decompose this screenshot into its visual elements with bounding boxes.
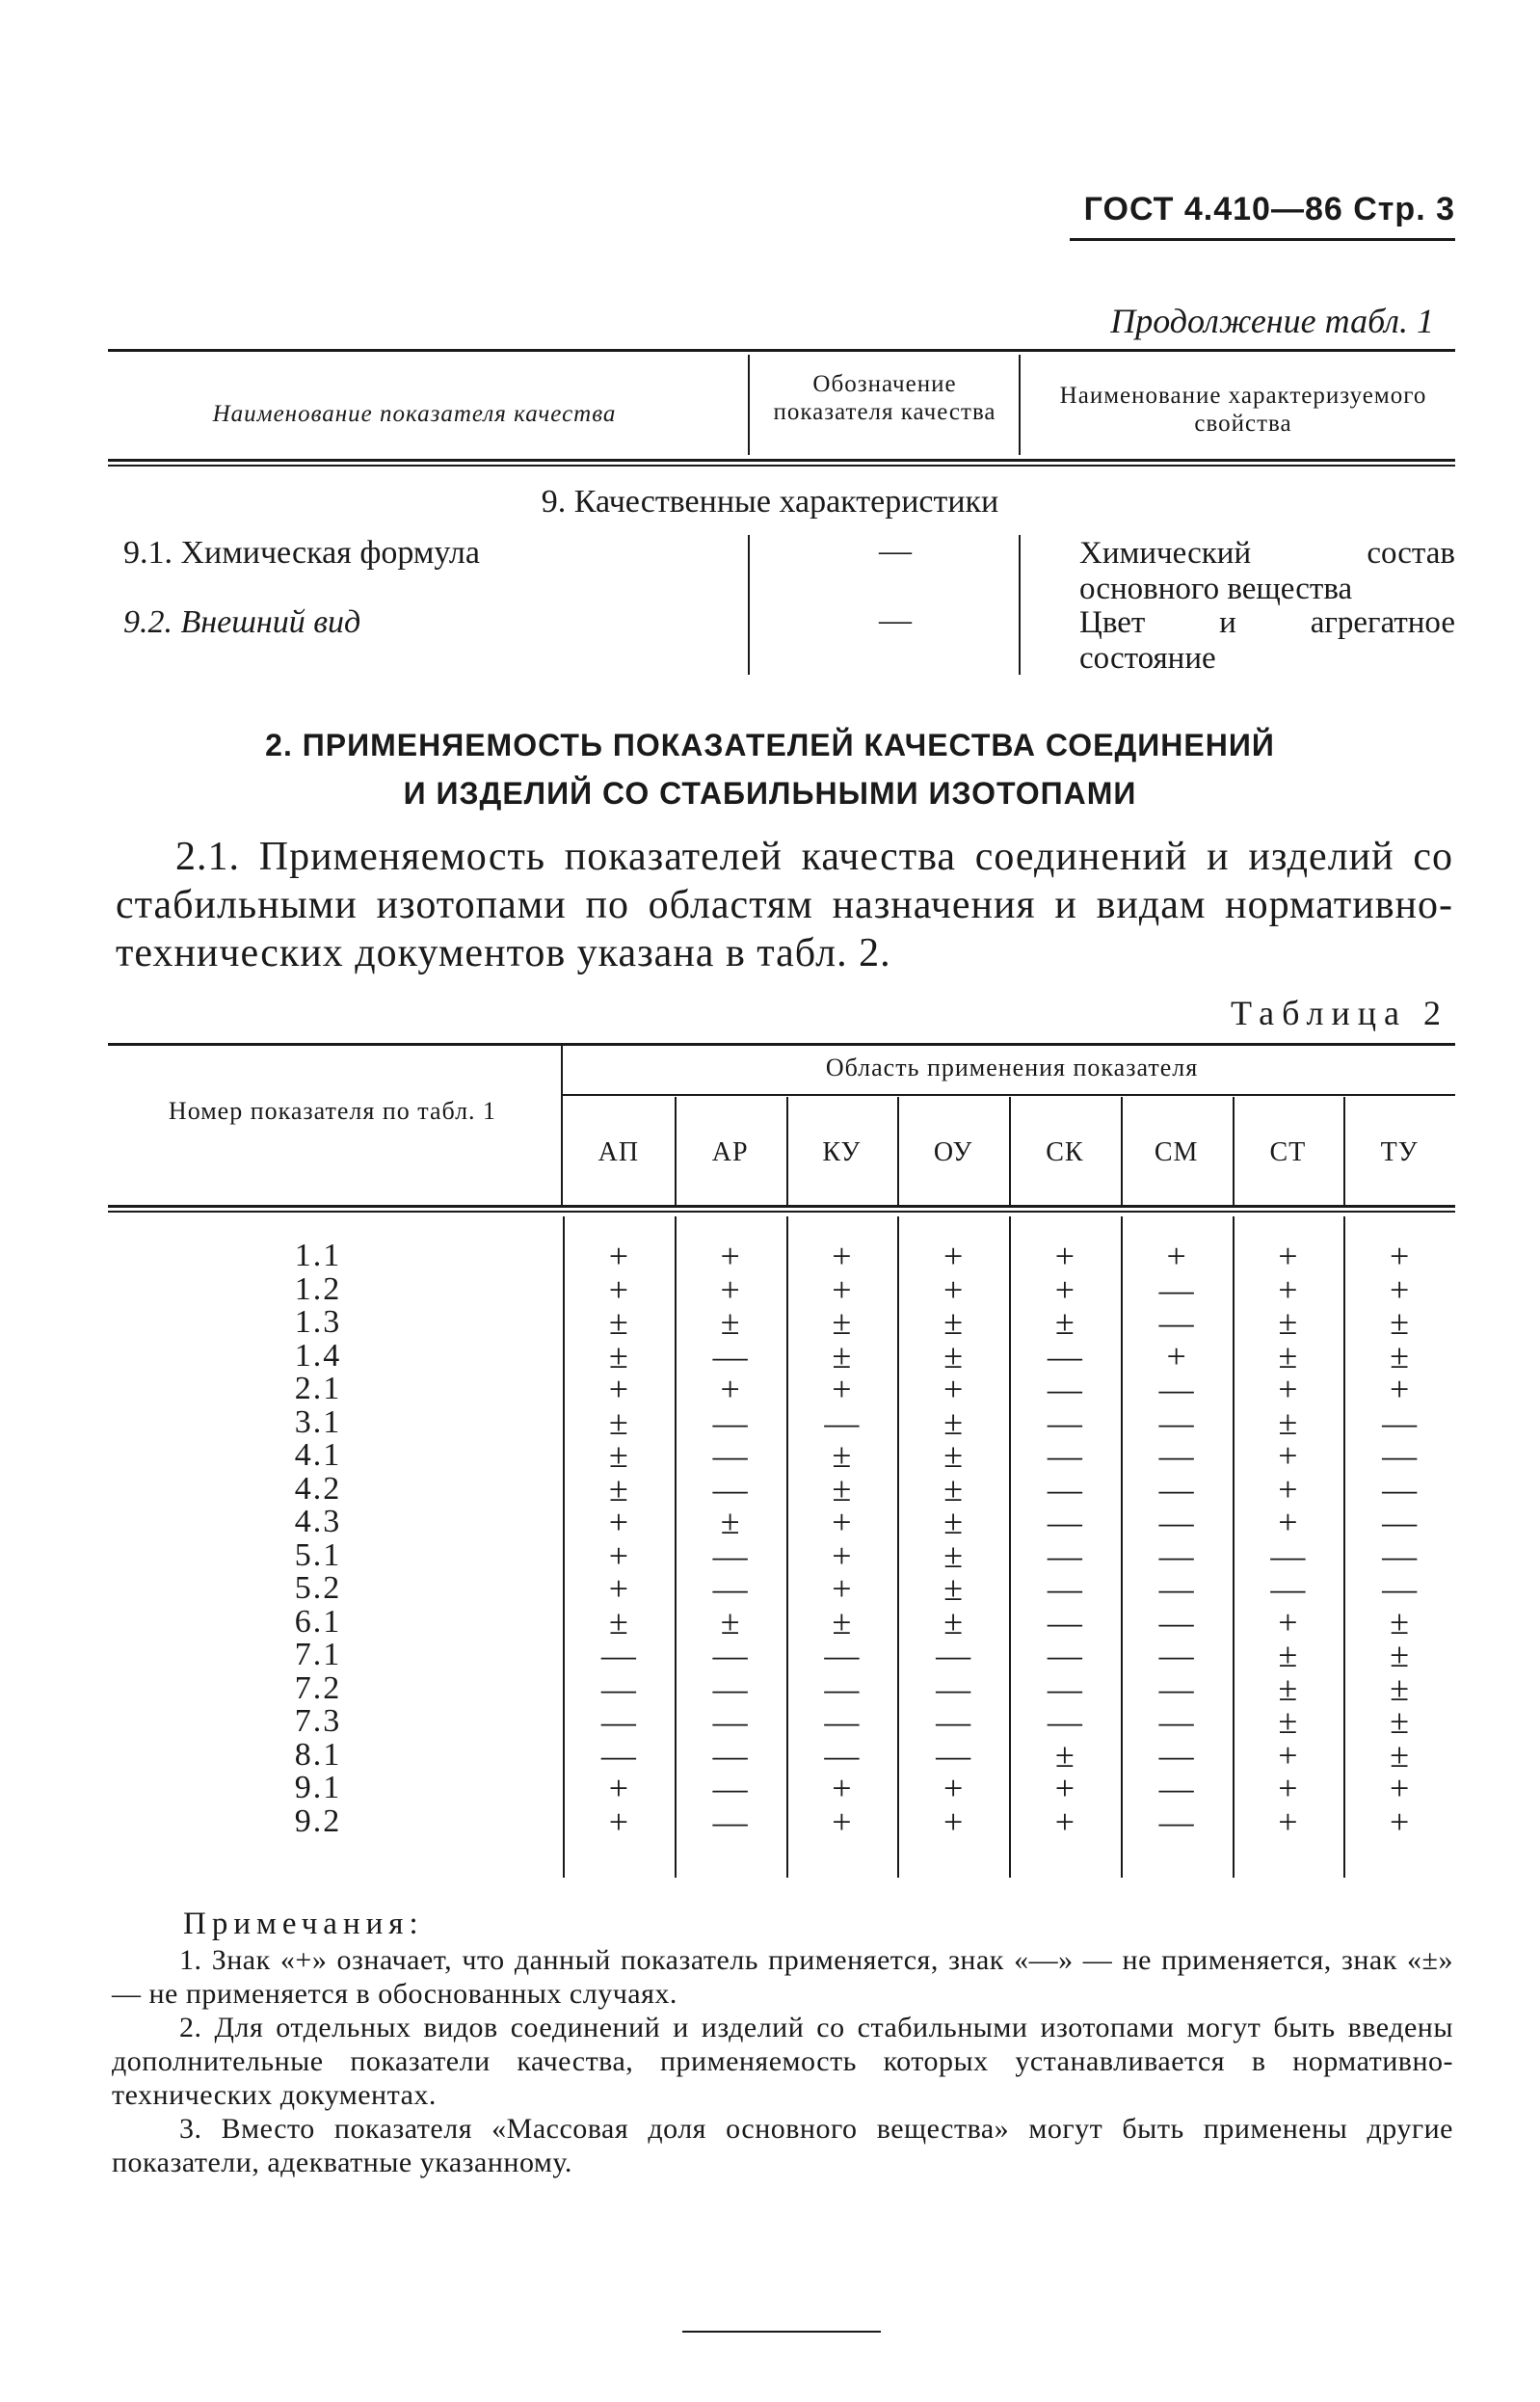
table2-cell: — — [1047, 1668, 1082, 1708]
table2-row-label: 2.1 — [294, 1371, 342, 1406]
table2-column-header: ОУ — [933, 1137, 973, 1167]
table2-cell: — — [712, 1569, 748, 1608]
table2-cell: + — [1278, 1735, 1298, 1775]
table2-cell: + — [832, 1370, 852, 1408]
table2-row-label: 1.2 — [294, 1270, 342, 1307]
table2-cell: ± — [720, 1602, 740, 1641]
note-item: 1. Знак «+» означает, что данный показатель применяется, знак «—» — не применяется, знак «±» — не применяется в обоснованных случаях. — [112, 1944, 1453, 2010]
table2-row-label: 1.1 — [294, 1238, 342, 1273]
table2-cell: ± — [1278, 1668, 1298, 1708]
table2-cell: ± — [1390, 1303, 1409, 1342]
table2-cell: ± — [1390, 1336, 1409, 1375]
table1-vline — [748, 535, 750, 675]
table2-cell: ± — [608, 1436, 628, 1475]
table2-cell: + — [608, 1269, 629, 1309]
table2-cell: — — [1047, 1702, 1082, 1741]
table2-cell: — — [712, 1668, 748, 1708]
table2-cell: + — [608, 1802, 629, 1841]
table2-cell: ± — [1278, 1702, 1298, 1741]
table2-cell: — — [1047, 1636, 1082, 1674]
table2-cell: — — [1158, 1636, 1194, 1674]
table1-row-code: — — [879, 533, 912, 569]
table2-cell: ± — [1278, 1402, 1298, 1442]
table2-cell: + — [1054, 1269, 1075, 1309]
table2-cell: — — [1158, 1535, 1194, 1575]
table2-cell: + — [608, 1237, 629, 1275]
table2-row-label: 4.1 — [294, 1437, 342, 1473]
table2-cell: ± — [1054, 1735, 1075, 1775]
table2-cell: + — [608, 1569, 629, 1608]
table2-cell: — — [1047, 1569, 1082, 1608]
table2-cell: — — [712, 1735, 748, 1775]
table2-cell: + — [1278, 1370, 1298, 1408]
table2-cell: + — [832, 1802, 852, 1841]
table2-cell: + — [1389, 1802, 1410, 1841]
table2-cell: — — [1047, 1535, 1082, 1575]
table2-column-header: СК — [1046, 1137, 1084, 1167]
table2-cell: — — [712, 1702, 748, 1741]
table2-cell: + — [1054, 1769, 1075, 1807]
table2-cell: — — [936, 1636, 971, 1674]
table2-cell: — — [1158, 1569, 1194, 1608]
table2-cell: + — [608, 1503, 629, 1541]
table2-cell: + — [832, 1569, 852, 1608]
table2-cell: — — [1158, 1802, 1194, 1841]
table2-cell: — — [712, 1535, 748, 1575]
table2-cell: ± — [832, 1602, 852, 1641]
section-paragraph: 2.1. Применяемость показателей качества соединений и изделий со стабильными изотопами по областям назначения и видам нормативно-технических документов указана в табл. 2. — [116, 835, 1453, 975]
table2-cell: — — [1158, 1503, 1194, 1541]
table2-row-header: Номер показателя по табл. 1 — [168, 1097, 497, 1125]
table2-caption: Таблица 2 — [1231, 994, 1448, 1032]
table2-cell: — — [936, 1735, 971, 1775]
table1-header-name: Наименование показателя качества — [212, 401, 617, 427]
table2-cell: — — [824, 1402, 860, 1442]
table2-cell: + — [1278, 1469, 1298, 1508]
table2-cell: + — [1166, 1237, 1186, 1275]
bottom-rule — [682, 2331, 881, 2333]
table2-cell: ± — [1390, 1702, 1409, 1741]
table2-row-label: 1.3 — [294, 1304, 342, 1340]
note-item: 3. Вместо показателя «Массовая доля основного вещества» могут быть применены другие показатели, адекватные указанному. — [112, 2113, 1453, 2178]
table1-row-name: 9.2. Внешний вид — [123, 604, 361, 640]
table2-row-label: 7.1 — [294, 1637, 342, 1672]
table2-cell: + — [1278, 1503, 1298, 1541]
table2-row-label: 3.1 — [294, 1403, 342, 1440]
table2-cell: ± — [608, 1469, 628, 1508]
table1-row-property: Химический состав основного вещества — [1079, 536, 1455, 606]
table2-cell: ± — [943, 1503, 963, 1541]
table2-cell: + — [1389, 1769, 1410, 1807]
table2-cell: — — [1158, 1303, 1194, 1342]
table2-row-label: 4.3 — [294, 1504, 342, 1539]
table2-cell: ± — [1278, 1336, 1298, 1375]
table2-column-header: АР — [711, 1137, 749, 1167]
table2-cell: — — [936, 1702, 971, 1741]
table2-cell: ± — [943, 1602, 963, 1641]
table2-cell: — — [712, 1436, 748, 1475]
notes-title: Примечания: — [183, 1907, 424, 1941]
table2-cell: — — [936, 1668, 971, 1708]
table2-cell: — — [1158, 1370, 1194, 1408]
table2-cell: — — [1047, 1602, 1082, 1641]
table2-cell: ± — [1054, 1303, 1075, 1342]
table2-cell: ± — [943, 1402, 963, 1442]
table2-cell: + — [943, 1802, 964, 1841]
table1-header-code: Обозначение показателя качества — [773, 371, 996, 425]
page-header: ГОСТ 4.410—86 Стр. 3 — [1070, 191, 1455, 241]
table2-vline — [897, 1097, 899, 1205]
section-title-line: И ИЗДЕЛИЙ СО СТАБИЛЬНЫМИ ИЗОТОПАМИ — [403, 776, 1137, 811]
table2-cell: — — [1382, 1402, 1418, 1442]
table2-cell: ± — [832, 1436, 852, 1475]
table2-row-label: 9.2 — [294, 1802, 342, 1839]
table2-cell: — — [1382, 1569, 1418, 1608]
table2-cell: ± — [608, 1602, 628, 1641]
table1-vline — [1019, 535, 1021, 675]
table2-vline — [786, 1097, 788, 1205]
table1-header-rule-2 — [108, 465, 1455, 467]
table2-cell: + — [1054, 1237, 1075, 1275]
table2-cell: ± — [1390, 1735, 1409, 1775]
table2-cell: + — [1389, 1269, 1410, 1309]
table2-cell: + — [1389, 1237, 1410, 1275]
table2-cell: ± — [608, 1303, 628, 1342]
table2-cell: — — [712, 1802, 748, 1841]
table2-column-header: СТ — [1269, 1137, 1307, 1167]
table2-row-label: 8.1 — [294, 1736, 342, 1773]
table2-cell: + — [608, 1370, 629, 1408]
table2-cell: ± — [832, 1303, 852, 1342]
table2-cell: ± — [720, 1503, 740, 1541]
table2-cell: ± — [608, 1402, 628, 1442]
table2-header-rule — [108, 1205, 1455, 1208]
table2-cell: + — [832, 1269, 852, 1309]
table2-cell: — — [1158, 1602, 1194, 1641]
table2-cell: + — [1278, 1769, 1298, 1807]
table2-cell: + — [720, 1370, 740, 1408]
table2-cell: + — [1278, 1269, 1298, 1309]
table2-vline — [675, 1097, 677, 1205]
table2-cell: — — [1047, 1402, 1082, 1442]
table2-cell: ± — [943, 1469, 963, 1508]
table2-cell: — — [712, 1336, 748, 1375]
section-title-line: 2. ПРИМЕНЯЕМОСТЬ ПОКАЗАТЕЛЕЙ КАЧЕСТВА СОЕДИНЕНИЙ — [265, 728, 1275, 762]
table2-cell: + — [943, 1769, 964, 1807]
table2-cell: — — [600, 1636, 636, 1674]
table2-cell: ± — [608, 1336, 628, 1375]
table2-cell: + — [608, 1769, 629, 1807]
table2-cell: — — [1158, 1668, 1194, 1708]
table1-top-rule — [108, 349, 1455, 352]
table2-vline — [561, 1046, 563, 1205]
table2-group-header: Область применения показателя — [825, 1054, 1199, 1081]
table1-row-property: Цвет и агрегатное состояние — [1079, 605, 1455, 676]
table2-column-header: ТУ — [1380, 1137, 1419, 1167]
table2-cell: — — [824, 1735, 860, 1775]
table2-cell: ± — [1390, 1668, 1409, 1708]
table2-cell: — — [1047, 1503, 1082, 1541]
table2-cell: — — [1158, 1269, 1194, 1309]
table2-cell: + — [943, 1269, 964, 1309]
table2-cell: + — [832, 1237, 852, 1275]
table2-cell: ± — [943, 1436, 963, 1475]
table2-group-rule — [563, 1094, 1455, 1096]
table1-vline — [748, 355, 750, 455]
table2-cell: — — [1270, 1569, 1306, 1608]
table2-vline — [1233, 1097, 1235, 1205]
table2-cell: + — [1389, 1370, 1410, 1408]
table2-cell: ± — [832, 1336, 852, 1375]
table2-top-rule — [108, 1043, 1455, 1046]
table2-cell: — — [1382, 1535, 1418, 1575]
table2-cell: — — [1047, 1469, 1082, 1508]
table2-cell: — — [600, 1702, 636, 1741]
table2-cell: + — [1278, 1802, 1298, 1841]
table2-cell: ± — [943, 1569, 963, 1608]
table2-cell: — — [824, 1702, 860, 1741]
table2-cell: — — [1047, 1436, 1082, 1475]
table2-cell: + — [1054, 1802, 1075, 1841]
table2-cell: ± — [943, 1303, 963, 1342]
table2-row-label: 5.1 — [294, 1536, 342, 1573]
table1-vline — [1019, 355, 1021, 455]
table2-row-label: 7.3 — [294, 1703, 342, 1739]
table2-cell: ± — [943, 1336, 963, 1375]
table2-cell: — — [712, 1402, 748, 1442]
table2-row-label: 7.2 — [294, 1669, 342, 1706]
table2-header-rule-2 — [108, 1211, 1455, 1213]
table1-row-name: 9.1. Химическая формула — [123, 535, 480, 571]
table2-row-label: 6.1 — [294, 1603, 342, 1640]
table2-cell: + — [943, 1370, 964, 1408]
table1-row-code: — — [879, 602, 912, 638]
table2-cell: + — [720, 1237, 740, 1275]
table2-cell: + — [1166, 1336, 1186, 1375]
table2-row-label: 5.2 — [294, 1570, 342, 1606]
table2-cell: — — [1382, 1469, 1418, 1508]
table2-cell: + — [1278, 1602, 1298, 1641]
table2-cell: + — [1278, 1436, 1298, 1475]
table1-section-title: 9. Качественные характеристики — [541, 484, 999, 520]
table2-cell: ± — [832, 1469, 852, 1508]
table2-vline — [1343, 1097, 1345, 1205]
note-item: 2. Для отдельных видов соединений и изделий со стабильными изотопами могут быть введены дополнительные показатели качества, применяемость которых устанавливается в нормативно-технических документах. — [112, 2012, 1453, 2111]
table2-cell: + — [832, 1769, 852, 1807]
table2-cell: — — [1047, 1336, 1082, 1375]
table2-cell: — — [600, 1668, 636, 1708]
table2-cell: — — [1158, 1436, 1194, 1475]
table2-cell: ± — [720, 1303, 740, 1342]
table2-vline — [1009, 1097, 1011, 1205]
table2-cell: ± — [1390, 1636, 1409, 1674]
table1-header-property: Наименование характеризуемого свойства — [1059, 383, 1427, 437]
table2-cell: — — [1382, 1503, 1418, 1541]
table2-row-label: 1.4 — [294, 1337, 342, 1374]
table2-cell: — — [712, 1469, 748, 1508]
table2-column-header: АП — [597, 1137, 640, 1167]
table2-cell: — — [1270, 1535, 1306, 1575]
table2-cell: — — [1382, 1436, 1418, 1475]
table2-cell: + — [1278, 1237, 1298, 1275]
table2-cell: — — [1158, 1402, 1194, 1442]
table2-column-header: КУ — [822, 1137, 862, 1167]
table2-cell: + — [832, 1503, 852, 1541]
table2-cell: — — [824, 1668, 860, 1708]
table2-cell: — — [1158, 1769, 1194, 1807]
table2-cell: — — [712, 1769, 748, 1807]
table2-cell: — — [1158, 1702, 1194, 1741]
table2-cell: ± — [1278, 1303, 1298, 1342]
section-title — [0, 721, 1540, 817]
table1-header-rule — [108, 459, 1455, 462]
table2-cell: — — [824, 1636, 860, 1674]
table2-cell: + — [608, 1535, 629, 1575]
table1-continuation-caption: Продолжение табл. 1 — [1110, 302, 1434, 340]
table2-vline — [1121, 1097, 1123, 1205]
table2-cell: — — [600, 1735, 636, 1775]
table2-cell: — — [712, 1636, 748, 1674]
table2-cell: + — [832, 1535, 852, 1575]
table2-cell: + — [943, 1237, 964, 1275]
table2-cell: + — [720, 1269, 740, 1309]
table2-cell: ± — [943, 1535, 963, 1575]
table2-row-label: 9.1 — [294, 1770, 342, 1805]
table2-column-header: СМ — [1154, 1137, 1199, 1167]
table2-cell: ± — [1278, 1636, 1298, 1674]
table2-cell: — — [1158, 1469, 1194, 1508]
table2-cell: ± — [1390, 1602, 1409, 1641]
table2-row-label: 4.2 — [294, 1470, 342, 1507]
table2-cell: — — [1158, 1735, 1194, 1775]
table2-cell: — — [1047, 1370, 1082, 1408]
